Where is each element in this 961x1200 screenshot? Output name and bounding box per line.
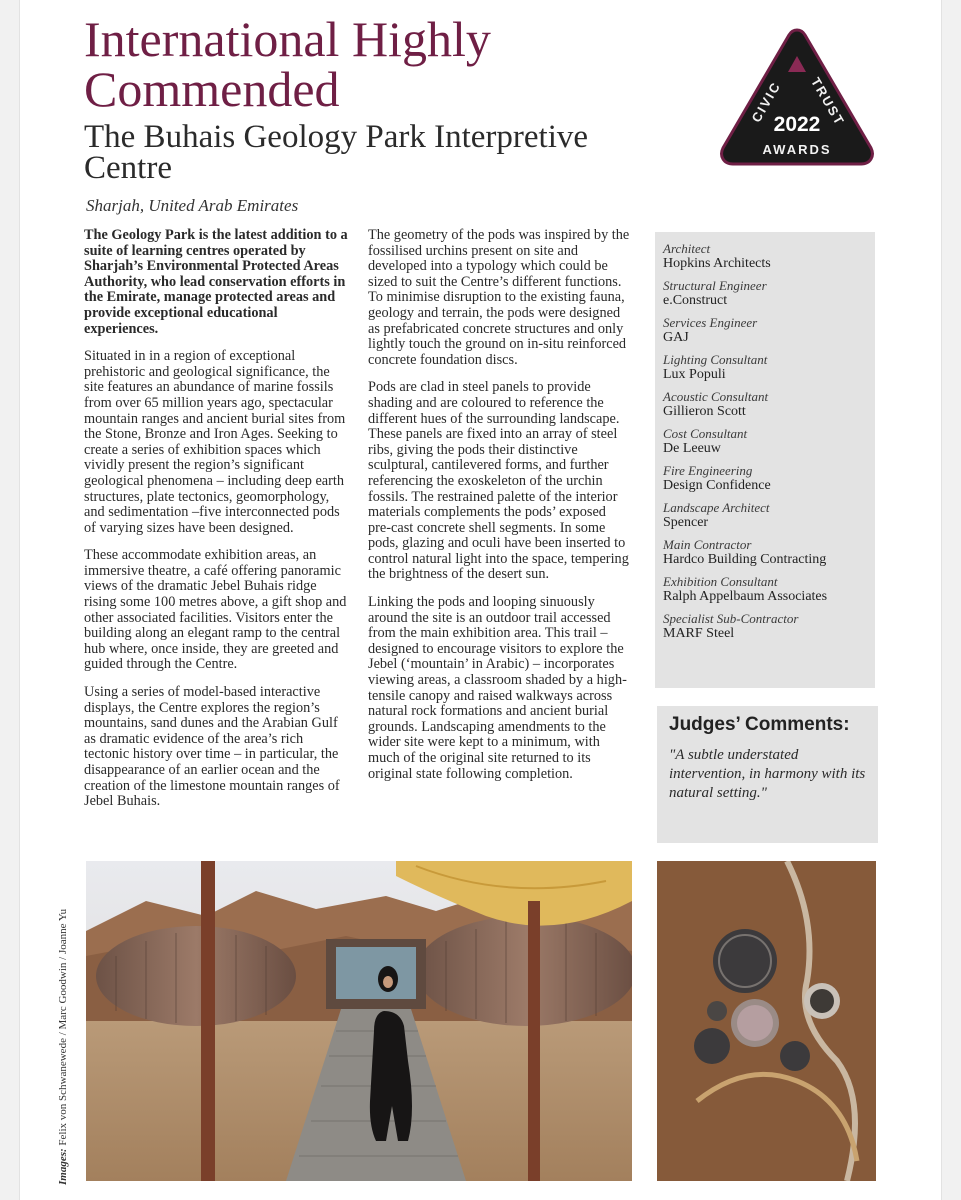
credit-role: Acoustic Consultant xyxy=(663,389,769,404)
body-paragraph: Situated in in a region of exceptional prehistoric and geological significance, the site features an abundance of marine fossils from over 65 million years ago, spectacular mountain ranges and ancient burial sites from the Stone, Bronze and Iron Ages. Seeking to create a series of exhibition spaces which vividly present the region’s significant geological phenomena – including deep earth structures, plate tectonics, geomorphology, and sedimentation –five interconnected pods of varying sizes have been designed. xyxy=(84,348,346,536)
photo-credit-label: Images: xyxy=(57,1148,69,1185)
photo-credit-names: Felix von Schwanewede / Marc Goodwin / Joanne Yu xyxy=(57,908,69,1149)
award-title: International Highly Commended xyxy=(84,11,491,117)
body-paragraph: The geometry of the pods was inspired by the fossilised urchins present on site and developed into a typology which could be sized to suit the Centre’s different functions. To minimise disruption to the existing fauna, geology and terrain, the pods were designed as prefabricated concrete structures and only lightly touch the ground on in-situ reinforced concrete foundation discs. xyxy=(368,227,630,368)
credit-item xyxy=(663,390,867,420)
credit-role: Exhibition Consultant xyxy=(663,574,778,589)
credit-item xyxy=(663,538,867,568)
civic-trust-awards-badge xyxy=(718,26,876,168)
credit-name: Lux Populi xyxy=(663,367,726,382)
credit-item xyxy=(663,242,867,272)
credit-item xyxy=(663,501,867,531)
body-paragraph: These accommodate exhibition areas, an immersive theatre, a café offering panoramic views of the dramatic Jebel Buhais ridge rising some 100 metres above, a gift shop and other associated facilities. Visitors enter the building along an elegant ramp to the central hub where, once inside, they are greeted and guided through the Centre. xyxy=(84,547,347,673)
credit-role: Fire Engineering xyxy=(663,463,753,478)
judges-comments-panel xyxy=(657,706,878,843)
credit-name: Hardco Building Contracting xyxy=(663,552,827,567)
credit-name: Hopkins Architects xyxy=(663,256,771,271)
badge-trust: TRUST xyxy=(808,74,848,129)
page-edge-right xyxy=(941,0,961,1200)
credit-role: Structural Engineer xyxy=(663,278,767,293)
photo-credit xyxy=(57,909,69,1185)
credit-item xyxy=(663,353,867,383)
credit-role: Main Contractor xyxy=(663,537,752,552)
judges-title: Judges’ Comments: xyxy=(669,714,850,735)
credit-name: Ralph Appelbaum Associates xyxy=(663,589,828,604)
credit-role: Specialist Sub-Contractor xyxy=(663,611,799,626)
credit-item xyxy=(663,279,867,309)
body-paragraph: Linking the pods and looping sinuously around the site is an outdoor trail accessed from the main exhibition area. This trail – designed to encourage visitors to explore the Jebel (‘mountain’ in Arabic) – incorporates viewing areas, a classroom shaded by a high-tensile canopy and raised walkways across natural rock formations and ancient burial grounds. Landscaping amendments to the wider site were kept to a minimum, with much of the original site returned to its original state following completion. xyxy=(368,594,627,782)
project-location: Sharjah, United Arab Emirates xyxy=(86,196,299,215)
credit-item xyxy=(663,316,867,346)
article-column-2 xyxy=(368,228,630,794)
badge-awards: AWARDS xyxy=(762,142,832,157)
badge-year: 2022 xyxy=(773,113,821,136)
credit-name: De Leeuw xyxy=(663,441,721,456)
body-paragraph: Pods are clad in steel panels to provide shading and are coloured to reference the different hues of the surrounding landscape. These panels are fixed into an array of steel ribs, giving the pods their distinctive sculptural, cantilevered forms, and further referencing the exoskeleton of the urchin fossils. The restrained palette of the interior materials complements the pods’ exposed pre-cast concrete shell segments. In some pods, glazing and oculi have been inserted to control natural light into the space, tempering the brightness of the desert sun. xyxy=(368,379,629,583)
credit-name: Gillieron Scott xyxy=(663,404,746,419)
credit-name: GAJ xyxy=(663,330,689,345)
main-photo-image xyxy=(86,861,632,1181)
project-title: The Buhais Geology Park Interpretive Centre xyxy=(84,119,589,186)
credit-role: Lighting Consultant xyxy=(663,352,768,367)
article-column-1 xyxy=(84,228,350,822)
credit-name: MARF Steel xyxy=(663,626,735,641)
project-credits-panel xyxy=(655,232,875,688)
credit-item xyxy=(663,464,867,494)
credit-role: Cost Consultant xyxy=(663,426,748,441)
body-paragraph: Using a series of model-based interactive displays, the Centre explores the region’s mountains, sand dunes and the Arabian Gulf as dramatic evidence of the area’s rich tectonic history over time – in particular, the disappearance of an earlier ocean and the creation of the limestone mountain ranges of Jebel Buhais. xyxy=(84,684,340,810)
judges-quote: "A subtle understated intervention, in harmony with its natural setting." xyxy=(669,747,866,801)
credit-name: Spencer xyxy=(663,515,709,530)
page-edge-left xyxy=(0,0,20,1200)
badge-civic: CIVIC xyxy=(748,78,784,125)
credit-item xyxy=(663,575,867,605)
credit-item xyxy=(663,612,867,642)
credit-role: Services Engineer xyxy=(663,315,758,330)
credit-role: Landscape Architect xyxy=(663,500,770,515)
credit-name: Design Confidence xyxy=(663,478,771,493)
intro-paragraph: The Geology Park is the latest addition to a suite of learning centres operated by Sharjah’s Environmental Protected Areas Authority, who lead conservation efforts in the Emirate, manage protected areas and provide exceptional educational experiences. xyxy=(84,227,348,337)
aerial-photo-image xyxy=(657,861,876,1181)
credit-role: Architect xyxy=(663,241,711,256)
credit-name: e.Construct xyxy=(663,293,728,308)
credit-item xyxy=(663,427,867,457)
